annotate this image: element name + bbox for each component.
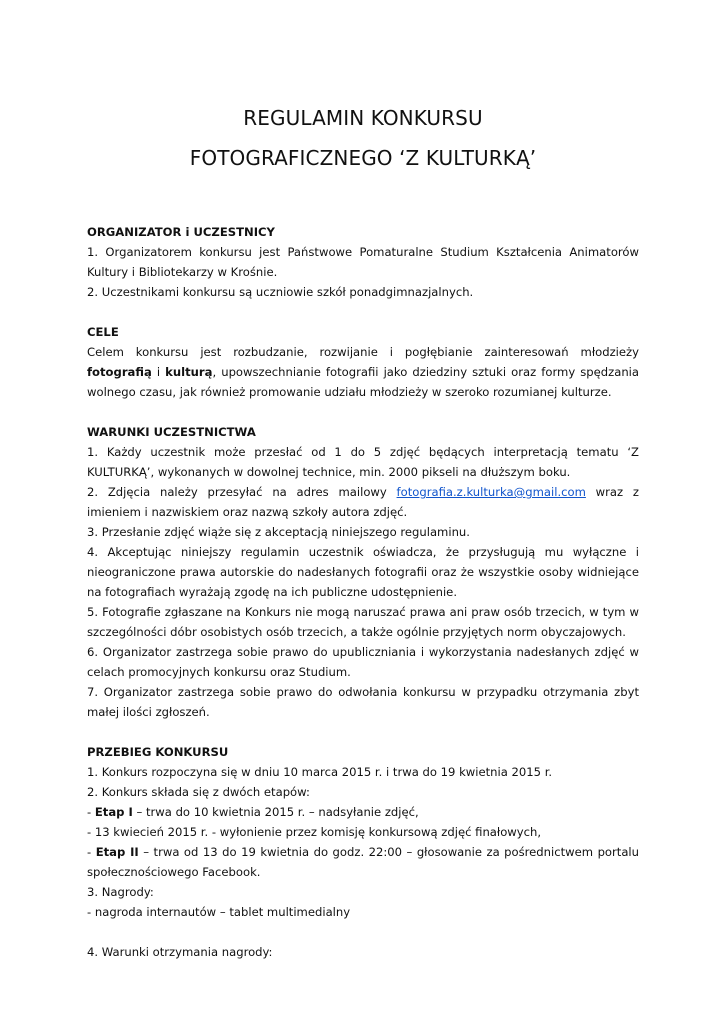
section-gap	[87, 302, 639, 322]
course-prize: - nagroda internautów – tablet multimedialny	[87, 905, 351, 919]
document-body	[87, 222, 639, 962]
conditions-p2-before: 2. Zdjęcia należy przesyłać na adres mailowy	[87, 485, 397, 499]
stage-1-label: Etap I	[94, 805, 133, 819]
section-heading-course: PRZEBIEG KONKURSU	[87, 745, 229, 759]
course-stage-1	[87, 802, 639, 822]
course-stage-mid: - 13 kwiecień 2015 r. - wyłonienie przez komisję konkursową zdjęć finałowych,	[87, 825, 542, 839]
conditions-p2-after: wraz z imieniem i nazwiskiem oraz nazwą szkoły autora zdjęć.	[87, 485, 639, 519]
conditions-paragraph-3: 3. Przesłanie zdjęć wiąże się z akceptacją niniejszego regulaminu.	[87, 525, 470, 539]
course-paragraph-2: 2. Konkurs składa się z dwóch etapów:	[87, 785, 310, 799]
course-paragraph-3: 3. Nagrody:	[87, 885, 154, 899]
stage-1-prefix: -	[87, 805, 95, 819]
section-heading-organizer: ORGANIZATOR i UCZESTNICY	[87, 225, 275, 239]
section-heading-conditions: WARUNKI UCZESTNICTWA	[87, 425, 256, 439]
conditions-paragraph-5: 5. Fotografie zgłaszane na Konkurs nie mogą naruszać prawa ani praw osób trzecich, w tym w szczególności dóbr osobistych osób trzecich, a także ogólnie przyjętych norm obyczajowych.	[87, 605, 639, 639]
conditions-paragraph-6: 6. Organizator zastrzega sobie prawo do upubliczniania i wykorzystania nadesłanych zdjęć w celach promocyjnych konkursu oraz Studium.	[87, 645, 639, 679]
conditions-paragraph-4: 4. Akceptując niniejszy regulamin uczestnik oświadcza, że przysługują mu wyłączne i nieograniczone prawa autorskie do nadesłanych fotografii oraz że wszystkie osoby widniejące na fotografiach wyrażają zgodę na ich publiczne udostępnienie.	[87, 545, 639, 599]
goals-paragraph	[87, 342, 639, 402]
section-gap	[87, 722, 639, 742]
goals-bold-photography: fotografią	[87, 365, 152, 379]
document-title-line-2: FOTOGRAFICZNEGO ‘Z KULTURKĄ’	[189, 146, 537, 170]
section-gap	[87, 922, 639, 942]
goals-bold-culture: kulturą	[165, 365, 213, 379]
organizer-paragraph-2: 2. Uczestnikami konkursu są uczniowie szkół ponadgimnazjalnych.	[87, 285, 474, 299]
course-stage-2	[87, 842, 639, 882]
goals-text-a: Celem konkursu jest rozbudzanie, rozwijanie i pogłębianie zainteresowań młodzieży	[87, 345, 639, 359]
document-title-line-1: REGULAMIN KONKURSU	[243, 106, 483, 130]
section-heading-goals: CELE	[87, 325, 119, 339]
goals-text-b: i	[151, 365, 166, 379]
stage-1-text: – trwa do 10 kwietnia 2015 r. – nadsyłanie zdjęć,	[132, 805, 419, 819]
conditions-paragraph-2	[87, 482, 639, 522]
course-paragraph-4: 4. Warunki otrzymania nagrody:	[87, 945, 273, 959]
stage-2-label: Etap II	[95, 845, 139, 859]
goals-text-c: , upowszechnianie fotografii jako dziedziny sztuki oraz formy spędzania wolnego czasu, jak również promowanie udziału młodzieży w szeroko rozumianej kulturze.	[87, 365, 640, 399]
conditions-paragraph-7: 7. Organizator zastrzega sobie prawo do odwołania konkursu w przypadku otrzymania zbyt małej ilości zgłoszeń.	[87, 685, 639, 719]
stage-2-text: – trwa od 13 do 19 kwietnia do godz. 22:00 – głosowanie za pośrednictwem portalu społecznościowego Facebook.	[87, 845, 640, 879]
conditions-paragraph-1: 1. Każdy uczestnik może przesłać od 1 do 5 zdjęć będących interpretacją tematu ‘Z KULTURKĄ’, wykonanych w dowolnej technice, min. 2000 pikseli na dłuższym boku.	[87, 445, 639, 479]
course-paragraph-1: 1. Konkurs rozpoczyna się w dniu 10 marca 2015 r. i trwa do 19 kwietnia 2015 r.	[87, 765, 553, 779]
section-gap	[87, 402, 639, 422]
email-link[interactable]: fotografia.z.kulturka@gmail.com	[396, 485, 586, 499]
organizer-paragraph-1: 1. Organizatorem konkursu jest Państwowe Pomaturalne Studium Kształcenia Animatorów Kultury i Bibliotekarzy w Krośnie.	[87, 245, 639, 279]
stage-2-prefix: -	[87, 845, 96, 859]
